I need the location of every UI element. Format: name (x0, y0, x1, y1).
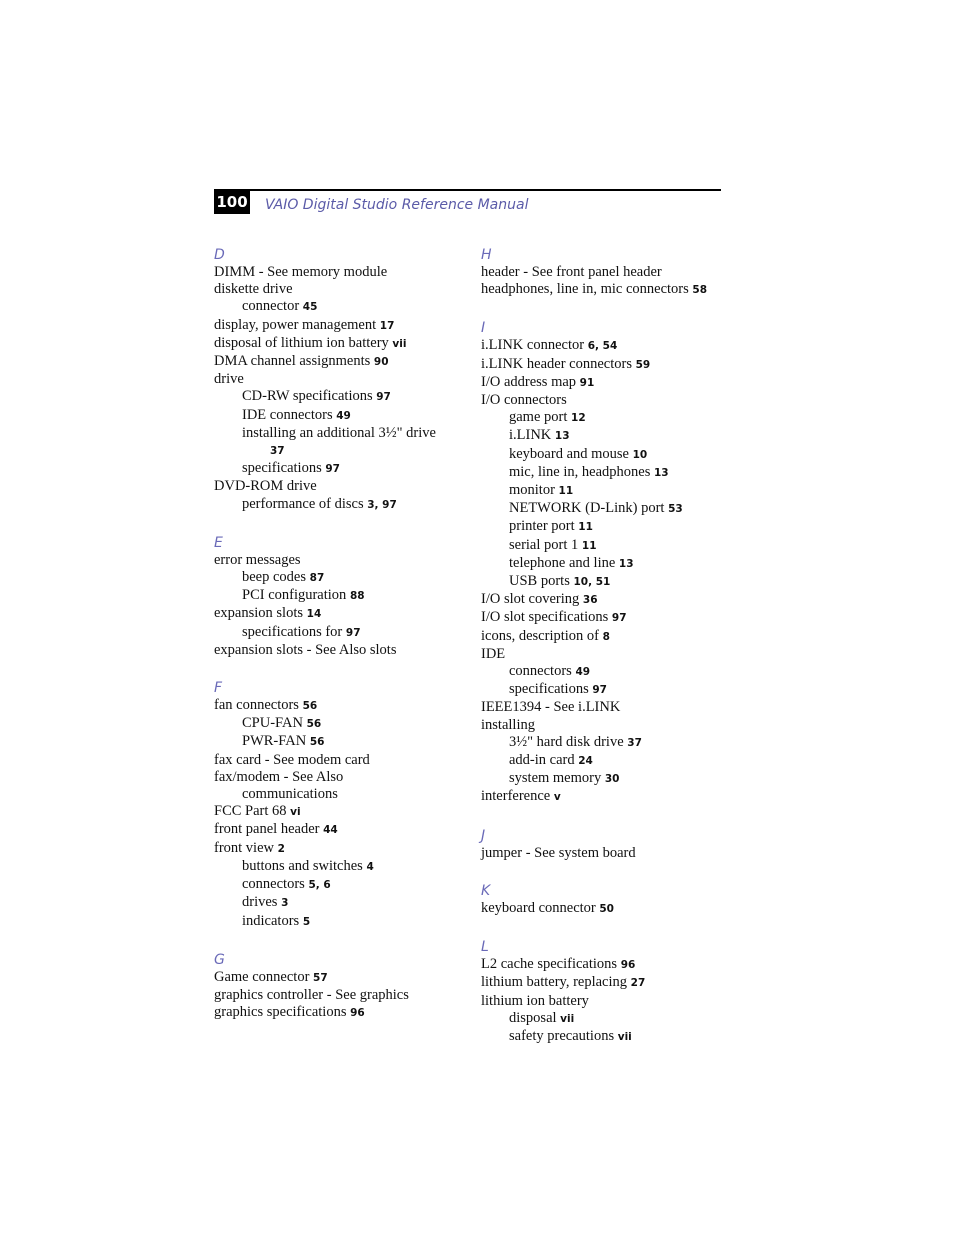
entry-text: connectors (509, 663, 572, 680)
entry-text: diskette drive (214, 281, 293, 298)
entry-text: DIMM - See memory module (214, 264, 388, 280)
index-subentry (481, 681, 741, 699)
entry-text: mic, line in, headphones (509, 463, 651, 480)
page-reference[interactable]: 88 (349, 590, 365, 603)
page-reference[interactable]: 13 (653, 466, 669, 479)
entry-text: keyboard connector (481, 899, 596, 916)
index-entry (214, 840, 474, 858)
index-entry (481, 900, 741, 918)
index-subentry (214, 733, 474, 751)
index-entry (481, 993, 741, 1010)
entry-text: L2 cache specifications (481, 956, 618, 973)
page-number: 100 (214, 190, 250, 214)
entry-text: I/O slot specifications (481, 609, 609, 626)
page-reference[interactable]: 27 (630, 977, 646, 990)
page-reference[interactable]: 57 (313, 971, 328, 984)
page-reference[interactable]: 36 (582, 594, 598, 607)
page-reference[interactable]: 11 (581, 539, 597, 552)
index-entry (481, 337, 741, 355)
entry-text: headphones, line in, mic connectors (481, 281, 689, 298)
entry-text: I/O address map (481, 373, 577, 390)
index-entry (481, 845, 741, 862)
page-reference[interactable]: 13 (554, 430, 570, 443)
index-entry (214, 478, 474, 495)
index-entry (481, 956, 741, 974)
section-letter: H (481, 247, 492, 263)
entry-text: drives (242, 894, 278, 911)
page-reference[interactable]: 24 (578, 755, 593, 768)
page-reference[interactable]: 30 (604, 773, 620, 786)
index-subentry (214, 876, 474, 894)
index-subentry (481, 464, 741, 482)
entry-text: interference (481, 788, 551, 805)
page-reference[interactable]: 97 (376, 391, 391, 404)
index-subentry (481, 752, 741, 770)
entry-text: DVD-ROM drive (214, 478, 317, 495)
entry-text: I/O slot covering (481, 591, 580, 608)
index-entry (481, 646, 741, 663)
entry-text: system memory (509, 770, 602, 787)
entry-text: specifications (509, 681, 589, 698)
index-column-left (214, 244, 474, 1040)
index-subentry (481, 770, 741, 788)
index-entry (481, 717, 741, 734)
index-entry (214, 264, 474, 281)
index-entry (214, 317, 474, 335)
index-entry (481, 591, 741, 609)
page-reference[interactable]: 56 (309, 736, 325, 749)
index-entry (214, 552, 474, 569)
index-entry (214, 969, 474, 987)
entry-text: communications (242, 786, 338, 803)
entry-text: lithium battery, replacing (481, 974, 628, 991)
page-reference[interactable]: 49 (336, 409, 351, 422)
section-letter: I (481, 320, 486, 337)
entry-text: NETWORK (D-Link) port (509, 500, 665, 517)
index-subentry (214, 496, 474, 514)
index-subentry (481, 500, 741, 518)
index-entry (214, 1004, 474, 1022)
index-section (214, 677, 474, 931)
index-entry (481, 974, 741, 992)
index-section (481, 936, 741, 1046)
entry-text: printer port (509, 518, 575, 535)
page-reference[interactable]: 11 (578, 521, 593, 534)
index-subentry (481, 1028, 741, 1046)
section-letter: D (214, 247, 225, 263)
index-subentry (214, 624, 474, 642)
entry-text: front panel header (214, 821, 320, 838)
page-reference[interactable]: 96 (350, 1007, 365, 1020)
index-entry (214, 752, 474, 769)
index-section (481, 825, 741, 862)
entry-text: IDE connectors (242, 406, 333, 423)
index-subentry (214, 460, 474, 478)
index-entry (481, 699, 741, 716)
page-reference[interactable]: 4 (366, 860, 374, 873)
index-subentry (214, 298, 474, 316)
entry-text: front view (214, 839, 274, 856)
page-reference[interactable]: 3, 97 (367, 498, 397, 511)
entry-text: FCC Part 68 (214, 803, 287, 820)
entry-text: PWR-FAN (242, 733, 307, 750)
page-reference[interactable]: 14 (306, 608, 322, 621)
index-subentry (481, 409, 741, 427)
index-entry (214, 697, 474, 715)
entry-text: Game connector (214, 968, 310, 985)
entry-text: fax/modem - See Also (214, 768, 344, 785)
entry-text: specifications for (242, 623, 343, 640)
index-entry (214, 605, 474, 623)
entry-text: safety precautions (509, 1027, 615, 1044)
running-title: VAIO Digital Studio Reference Manual (265, 197, 529, 213)
index-subentry (214, 407, 474, 425)
page-reference[interactable]: 56 (306, 718, 322, 731)
index-subentry (214, 715, 474, 733)
index-subentry (481, 573, 741, 591)
index-section (214, 949, 474, 1023)
section-letter: K (481, 882, 491, 899)
index-entry (481, 392, 741, 409)
index-section (214, 244, 474, 514)
entry-text: graphics controller - See graphics (214, 986, 409, 1003)
index-entry (481, 281, 741, 299)
entry-text: display, power management (214, 316, 377, 333)
entry-text: graphics specifications (214, 1004, 347, 1021)
page-reference[interactable]: 10 (632, 448, 648, 461)
entry-text: drive (214, 371, 244, 388)
entry-text: disposal of lithium ion battery (214, 334, 389, 351)
entry-text: telephone and line (509, 554, 616, 571)
page-reference[interactable]: vii (392, 337, 407, 350)
index-section (214, 532, 474, 659)
page-reference[interactable]: 97 (611, 612, 627, 625)
page-reference[interactable]: vii (617, 1030, 632, 1043)
entry-text: CPU-FAN (242, 715, 303, 732)
page-reference[interactable]: 10, 51 (573, 576, 611, 589)
page-reference[interactable]: 97 (592, 684, 607, 697)
page-reference[interactable]: 3 (281, 897, 289, 910)
index-entry (481, 374, 741, 392)
section-letter: L (481, 939, 489, 956)
index-entry (214, 353, 474, 371)
index-entry (481, 628, 741, 646)
index-column-right (481, 244, 741, 1064)
entry-text: icons, description of (481, 627, 599, 644)
entry-text: expansion slots (214, 605, 304, 622)
index-subentry (481, 446, 741, 464)
entry-text: disposal (509, 1009, 557, 1026)
entry-text: jumper - See system board (481, 844, 636, 861)
index-entry (481, 264, 741, 281)
entry-text: indicators (242, 912, 300, 929)
index-entry (481, 609, 741, 627)
section-letter: G (214, 951, 225, 968)
page-reference[interactable]: 5 (302, 915, 311, 928)
entry-text: fan connectors (214, 697, 299, 714)
page-reference[interactable]: 87 (309, 572, 325, 585)
index-entry (481, 356, 741, 374)
entry-text: PCI configuration (242, 587, 347, 604)
entry-text: connector (242, 298, 300, 315)
page-reference[interactable]: 96 (620, 959, 636, 972)
entry-text: i.LINK header connectors (481, 355, 632, 372)
index-entry (214, 769, 474, 786)
index-entry (214, 281, 474, 298)
page-reference[interactable]: 90 (373, 356, 389, 369)
index-subentry (481, 1010, 741, 1028)
entry-text: USB ports (509, 573, 570, 590)
entry-text: i.LINK connector (481, 337, 585, 354)
entry-text: expansion slots - See Also slots (214, 641, 397, 658)
entry-text: performance of discs (242, 495, 364, 512)
entry-text: serial port 1 (509, 536, 579, 553)
page-reference[interactable]: vi (290, 806, 301, 819)
page-reference[interactable]: 11 (558, 485, 574, 498)
page-reference[interactable]: 44 (323, 824, 338, 837)
page-reference[interactable]: 56 (302, 700, 318, 713)
entry-text: specifications (242, 460, 322, 477)
index-entry (214, 335, 474, 353)
index-subentry (214, 587, 474, 605)
section-letter: E (214, 534, 223, 551)
index-subentry (214, 388, 474, 406)
index-subentry (214, 913, 474, 931)
entry-text: fax card - See modem card (214, 751, 370, 768)
entry-text: i.LINK (509, 427, 552, 444)
page-reference[interactable]: 49 (575, 666, 591, 679)
index-entry (481, 788, 741, 806)
index-subentry (481, 663, 741, 681)
page-reference[interactable]: 13 (618, 557, 634, 570)
index-entry (214, 803, 474, 821)
page-reference[interactable]: 5, 6 (308, 879, 331, 892)
index-entry (214, 371, 474, 388)
index-subentry (214, 894, 474, 912)
page-reference[interactable]: 2 (277, 842, 285, 855)
index-subentry (214, 569, 474, 587)
index-subentry (214, 858, 474, 876)
page-reference[interactable]: 17 (379, 319, 395, 332)
page-reference[interactable]: 37 (270, 445, 285, 458)
index-subentry (481, 518, 741, 536)
page-reference[interactable]: 97 (325, 463, 340, 476)
index-subentry (481, 537, 741, 555)
index-subentry (481, 734, 741, 752)
index-subentry (214, 442, 474, 460)
entry-text: error messages (214, 551, 301, 568)
page-reference[interactable]: 45 (302, 301, 318, 314)
index-section (481, 244, 741, 299)
index-subentry (214, 425, 474, 442)
entry-text: add-in card (509, 752, 575, 769)
entry-text: IEEE1394 - See i.LINK (481, 699, 621, 716)
page-reference[interactable]: 97 (345, 626, 361, 639)
entry-text: DMA channel assignments (214, 353, 371, 370)
header-rule (214, 189, 721, 191)
entry-text: header - See front panel header (481, 264, 662, 280)
entry-text: game port (509, 409, 568, 426)
page-reference[interactable]: 6, 54 (587, 340, 618, 353)
entry-text: monitor (509, 482, 555, 499)
entry-text: lithium ion battery (481, 992, 589, 1009)
entry-text: buttons and switches (242, 857, 363, 874)
index-entry (214, 821, 474, 839)
entry-text: IDE (481, 645, 506, 662)
entry-text: I/O connectors (481, 392, 567, 409)
page-reference[interactable]: 12 (571, 412, 586, 425)
page-reference[interactable]: 91 (579, 376, 595, 389)
page-reference[interactable]: vii (560, 1012, 575, 1025)
section-letter: J (481, 827, 486, 844)
page-reference[interactable]: 59 (635, 358, 651, 371)
page-reference[interactable]: 58 (692, 284, 708, 297)
index-entry (214, 642, 474, 659)
page-reference[interactable]: 50 (599, 902, 614, 915)
entry-text: installing (481, 716, 535, 733)
page-reference[interactable]: 53 (668, 503, 683, 516)
index-subentry (214, 786, 474, 803)
index-subentry (481, 482, 741, 500)
entry-text: keyboard and mouse (509, 445, 629, 462)
index-subentry (481, 555, 741, 573)
index-section (481, 317, 741, 806)
page-reference[interactable]: v (553, 791, 561, 804)
entry-text: beep codes (242, 569, 307, 586)
page-reference[interactable]: 37 (627, 736, 642, 749)
section-letter: F (214, 680, 223, 697)
page-reference[interactable]: 8 (602, 630, 610, 643)
entry-text: CD-RW specifications (242, 388, 373, 405)
index-entry (214, 987, 474, 1004)
index-section (481, 880, 741, 918)
index-subentry (481, 427, 741, 445)
entry-text: 3½" hard disk drive (509, 733, 624, 750)
entry-text: installing an additional 3½" drive (242, 424, 436, 441)
entry-text: connectors (242, 876, 305, 893)
